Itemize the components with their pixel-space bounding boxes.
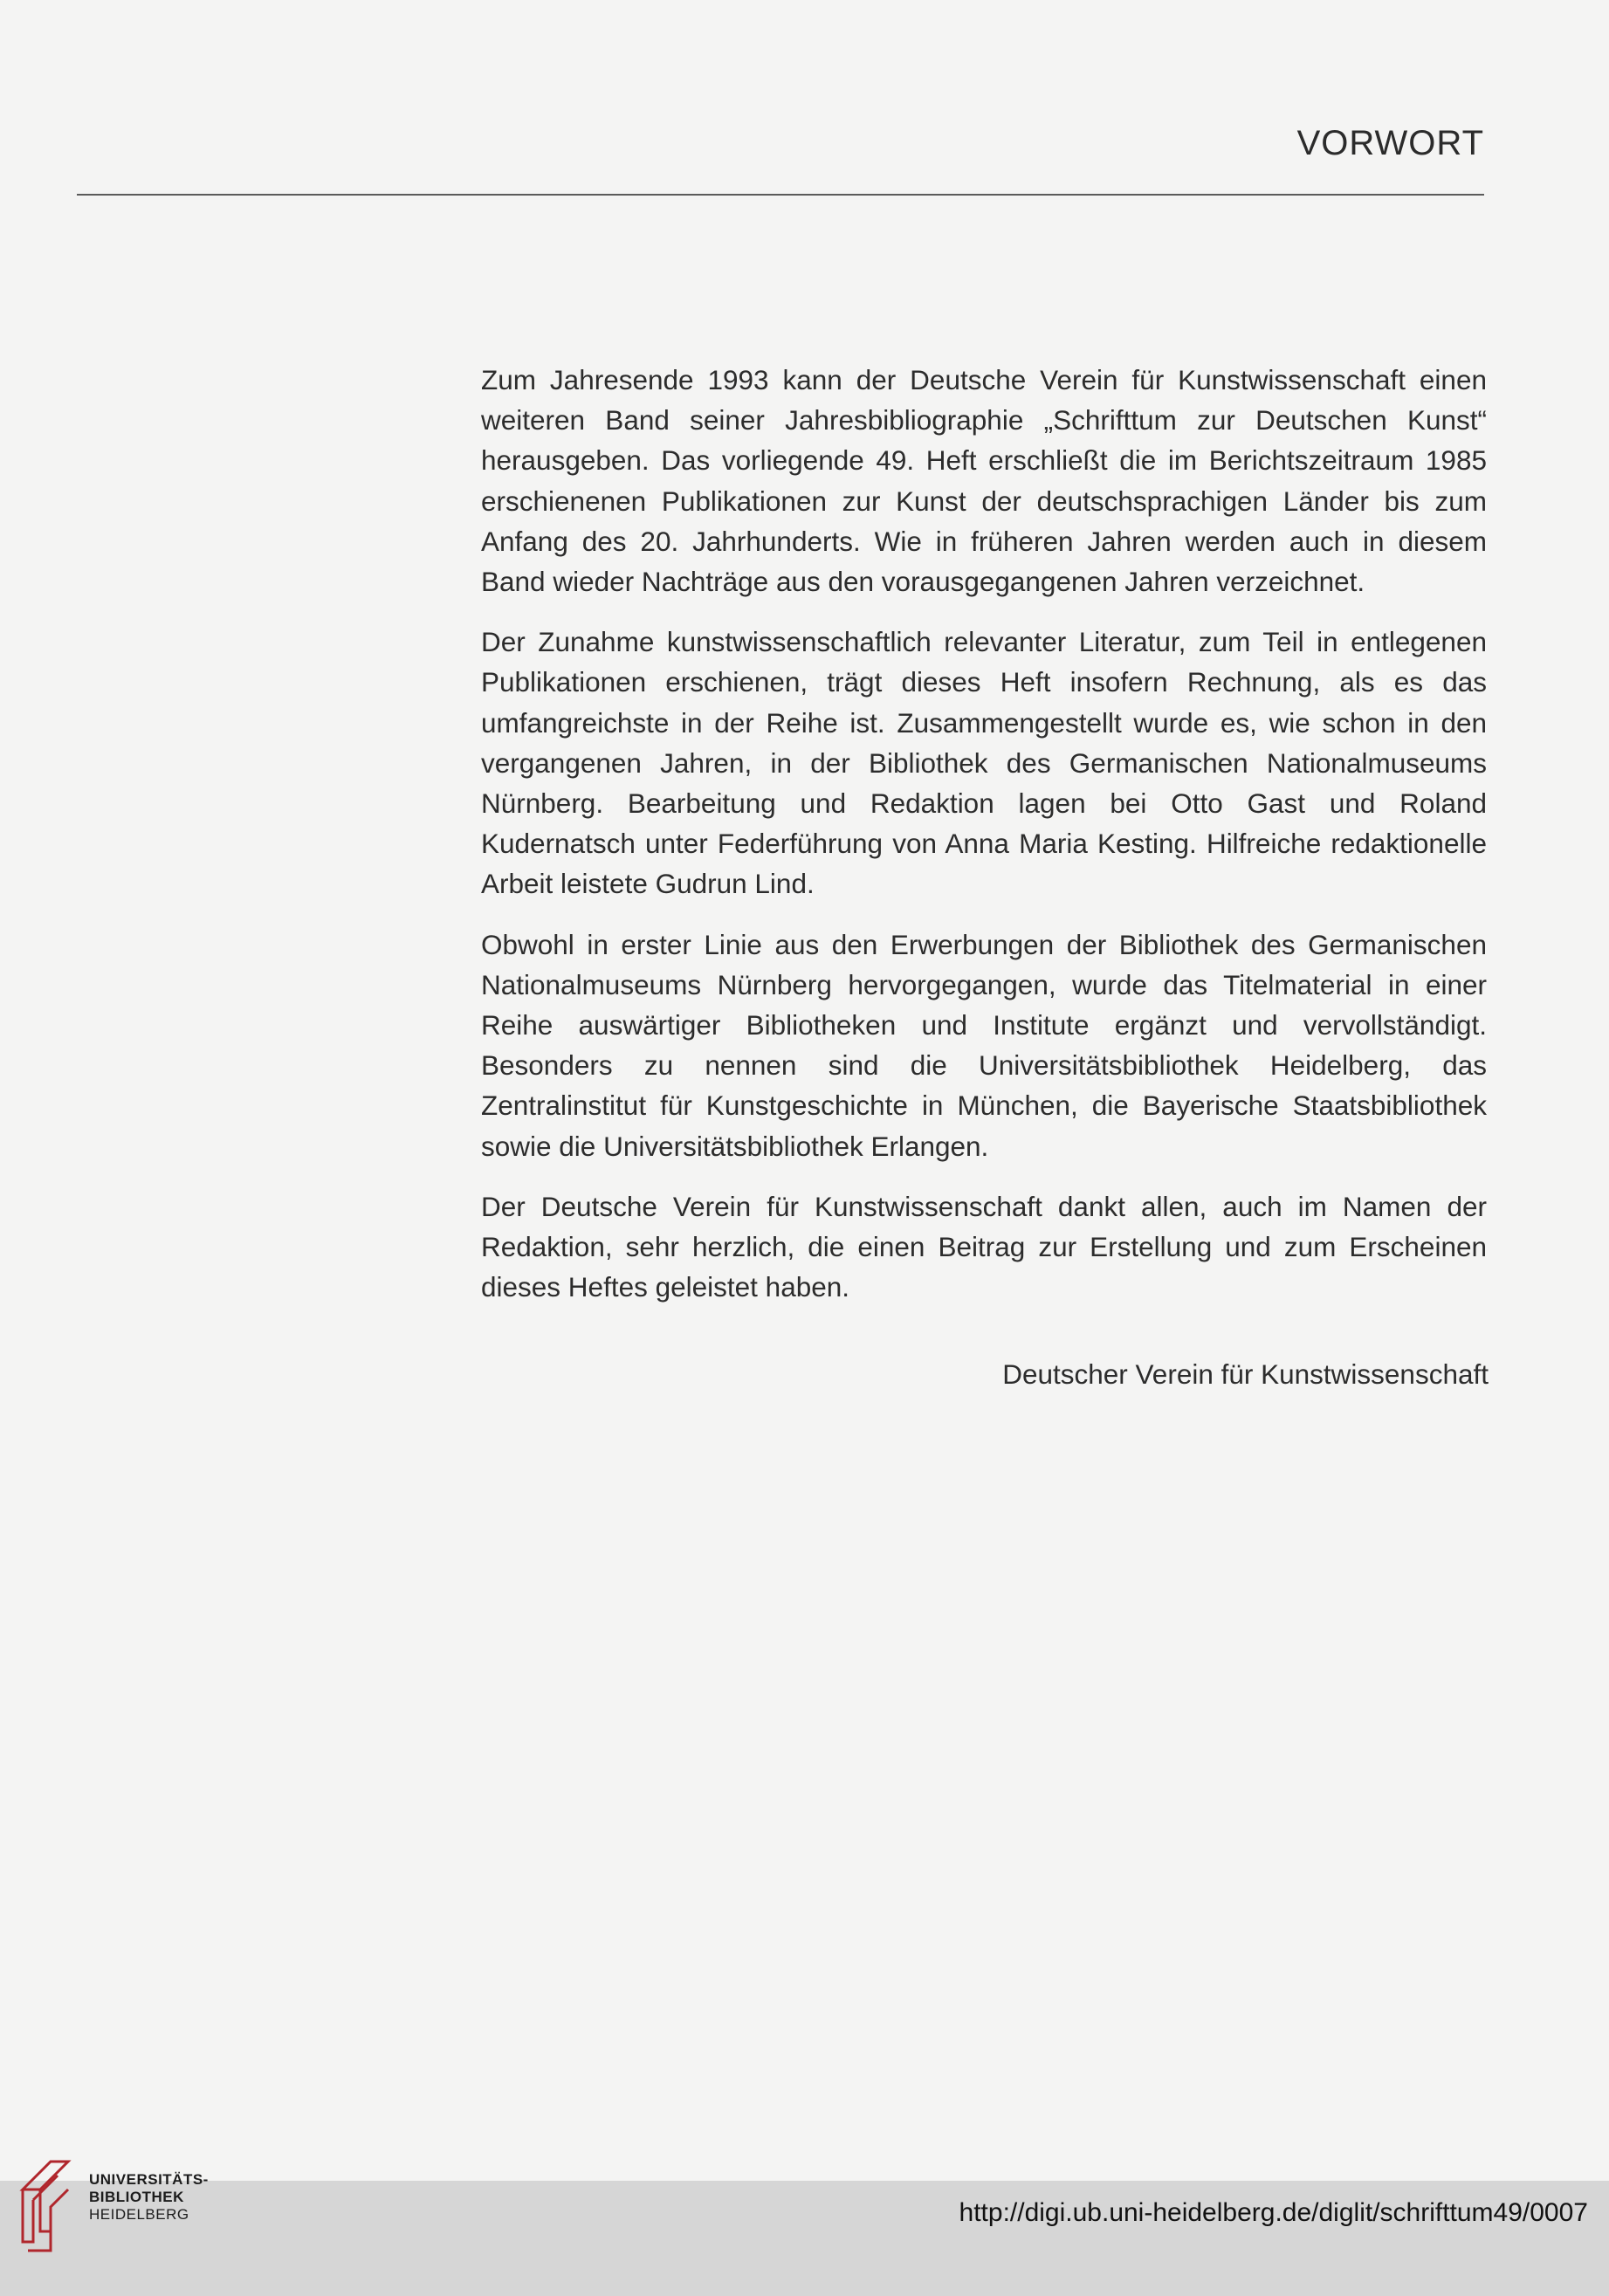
paragraph-2: Der Zunahme kunstwissenschaftlich relevanter Literatur, zum Teil in entlegenen Publikationen erschienen, trägt dieses Heft insofern Rechnung, als es das umfangreichste in der Reihe ist. Zusammengestellt wurde es, wie schon in den vergangenen Jahren, in der Bibliothek des Germanischen Nationalmuseums Nürnberg. Bearbeitung und Redaktion lagen bei Otto Gast und Roland Kudernatsch unter Federführung von Anna Maria Kesting. Hilfreiche redaktionelle Arbeit leistete Gudrun Lind. <box>481 626 1487 900</box>
header-rule <box>77 194 1484 196</box>
paragraph-1: Zum Jahresende 1993 kann der Deutsche Verein für Kunstwissenschaft einen weiteren Band seiner Jahresbibliographie „Schrifttum zur Deutschen Kunst“ herausgeben. Das vorliegende 49. Heft erschließt die im Berichtszeitraum 1985 erschienenen Publikationen zur Kunst der deutschsprachigen Länder bis zum Anfang des 20. Jahrhunderts. Wie in früheren Jahren werden auch in diesem Band wieder Nachträge aus den vorausgegangenen Jahren verzeichnet. <box>481 364 1487 598</box>
signature: Deutscher Verein für Kunstwissenschaft <box>1002 1358 1489 1390</box>
paragraph-4: Der Deutsche Verein für Kunstwissenschaft dankt allen, auch im Namen der Redaktion, sehr herzlich, die einen Beitrag zur Erstellung und zum Erscheinen dieses Heftes geleistet haben. <box>481 1190 1487 1303</box>
library-logo-icon <box>16 2155 86 2259</box>
logo-line-3: HEIDELBERG <box>89 2206 189 2223</box>
logo-line-2: BIBLIOTHEK <box>89 2189 184 2205</box>
logo-line-1: UNIVERSITÄTS- <box>89 2171 209 2188</box>
library-logo-text <box>89 2171 209 2224</box>
paragraph-3: Obwohl in erster Linie aus den Erwerbungen der Bibliothek des Germanischen Nationalmuseums Nürnberg hervorgegangen, wurde das Titelmaterial in einer Reihe auswärtiger Bibliotheken und Institute ergänzt und vervollständigt. Besonders zu nennen sind die Universitätsbibliothek Heidelberg, das Zentralinstitut für Kunstgeschichte in München, die Bayerische Staatsbibliothek sowie die Universitätsbibliothek Erlangen. <box>481 928 1487 1162</box>
running-head: VORWORT <box>1296 124 1484 162</box>
source-url-link[interactable]: http://digi.ub.uni-heidelberg.de/diglit/schrifttum49/0007 <box>959 2198 1588 2227</box>
preface-text <box>481 360 1487 1327</box>
